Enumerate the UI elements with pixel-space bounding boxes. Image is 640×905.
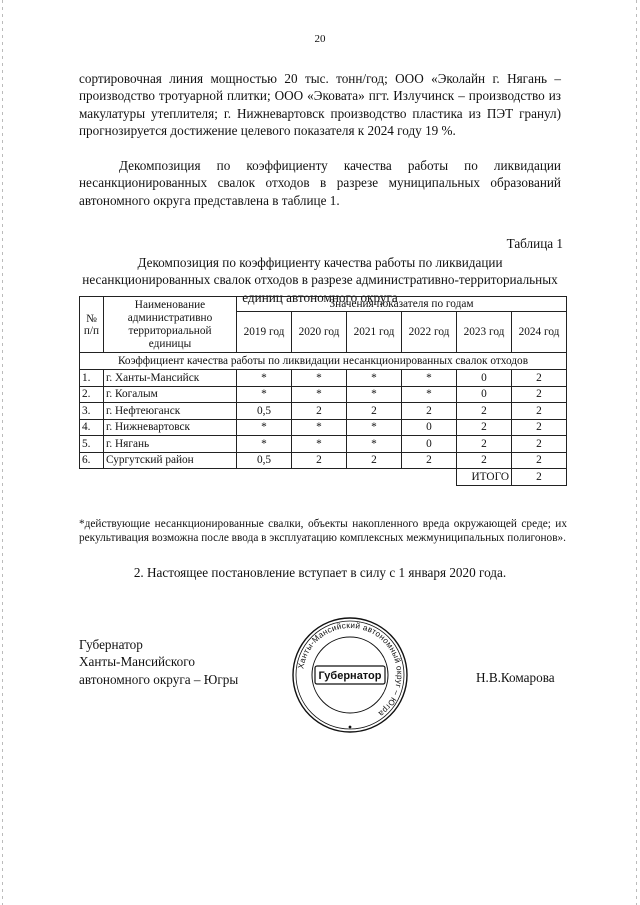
row-value: 0,5 xyxy=(237,452,292,469)
col-header-number: № п/п xyxy=(80,297,104,353)
row-value: 2 xyxy=(457,419,512,436)
row-value: 0 xyxy=(457,370,512,387)
table-row xyxy=(80,419,567,436)
row-number: 4. xyxy=(80,419,104,436)
row-value: 2 xyxy=(512,419,567,436)
row-number: 5. xyxy=(80,436,104,453)
table-header-row-1 xyxy=(80,297,567,312)
row-value: 2 xyxy=(347,452,402,469)
signature-title-line-1: Губернатор xyxy=(79,637,143,652)
row-number: 3. xyxy=(80,403,104,420)
table-row xyxy=(80,386,567,403)
row-value: 2 xyxy=(457,403,512,420)
row-number: 1. xyxy=(80,370,104,387)
total-value: 2 xyxy=(512,469,567,486)
signatory-name: Н.В.Комарова xyxy=(476,670,555,685)
table-title: Декомпозиция по коэффициенту качества работы по ликвидации несанкционированных свалок отходов в разрезе административно-территориальных единиц автономного округа xyxy=(82,255,558,305)
year-header: 2020 год xyxy=(292,312,347,353)
scan-edge-right xyxy=(636,0,637,905)
row-value: 0 xyxy=(402,436,457,453)
row-name: Сургутский район xyxy=(104,452,237,469)
row-value: * xyxy=(237,386,292,403)
row-name: г. Когалым xyxy=(104,386,237,403)
official-seal xyxy=(290,615,410,735)
total-row xyxy=(80,469,567,486)
table-row xyxy=(80,403,567,420)
section-header: Коэффициент качества работы по ликвидации несанкционированных свалок отходов xyxy=(80,353,567,370)
row-value: 2 xyxy=(457,436,512,453)
signature-title-line-2: Ханты-Мансийского xyxy=(79,654,195,670)
row-value: * xyxy=(292,419,347,436)
row-value: 0,5 xyxy=(237,403,292,420)
row-value: * xyxy=(347,370,402,387)
paragraph-1: сортировочная линия мощностью 20 тыс. тонн/год; ООО «Эколайн г. Нягань – производство тротуарной плитки; ООО «Эковата» пгт. Излучинск – производство из макулатуры утеплителя; г. Нижневартовск производство пластика из ПЭТ гранул) прогнозируется достижение целевого показателя к 2024 году 19 %. xyxy=(79,71,561,139)
row-name: г. Нефтеюганск xyxy=(104,403,237,420)
row-value: * xyxy=(292,386,347,403)
row-value: 0 xyxy=(457,386,512,403)
row-value: 2 xyxy=(292,403,347,420)
row-value: 2 xyxy=(402,403,457,420)
seal-center-text: Губернатор xyxy=(318,670,382,682)
signature-title xyxy=(79,636,238,688)
scan-edge-left xyxy=(2,0,3,905)
row-number: 2. xyxy=(80,386,104,403)
row-value: 2 xyxy=(457,452,512,469)
row-value: * xyxy=(402,386,457,403)
year-header: 2024 год xyxy=(512,312,567,353)
row-value: 2 xyxy=(347,403,402,420)
table-number: Таблица 1 xyxy=(506,236,563,251)
footnote: *действующие несанкционированные свалки, объекты накопленного вреда окружающей среде; их рекультивация возможна после ввода в эксплуатацию комплексных межмуниципальных полигонов». xyxy=(79,518,567,545)
indicator-table xyxy=(79,296,567,486)
total-label: ИТОГО xyxy=(457,469,512,486)
year-header: 2021 год xyxy=(347,312,402,353)
year-header: 2022 год xyxy=(402,312,457,353)
row-value: * xyxy=(237,436,292,453)
row-value: * xyxy=(237,370,292,387)
row-name: г. Нягань xyxy=(104,436,237,453)
row-value: 2 xyxy=(512,436,567,453)
row-value: * xyxy=(292,436,347,453)
row-value: 2 xyxy=(512,403,567,420)
table-row xyxy=(80,452,567,469)
row-value: 2 xyxy=(402,452,457,469)
year-header: 2019 год xyxy=(237,312,292,353)
year-header: 2023 год xyxy=(457,312,512,353)
row-value: * xyxy=(347,436,402,453)
col-header-name: Наименование административно территориальной единицы xyxy=(104,297,237,353)
row-value: * xyxy=(237,419,292,436)
row-name: г. Нижневартовск xyxy=(104,419,237,436)
row-number: 6. xyxy=(80,452,104,469)
page-number: 20 xyxy=(314,33,326,45)
row-value: 2 xyxy=(292,452,347,469)
row-value: 2 xyxy=(512,386,567,403)
row-value: 2 xyxy=(512,452,567,469)
row-value: * xyxy=(292,370,347,387)
row-value: * xyxy=(347,386,402,403)
row-value: 0 xyxy=(402,419,457,436)
row-value: * xyxy=(402,370,457,387)
row-value: * xyxy=(347,419,402,436)
col-header-values: Значения показателя по годам xyxy=(237,297,567,312)
paragraph-2: Декомпозиция по коэффициенту качества работы по ликвидации несанкционированных свалок отходов в разрезе муниципальных образований автономного округа представлена в таблице 1. xyxy=(79,158,561,208)
table-row xyxy=(80,370,567,387)
row-name: г. Ханты-Мансийск xyxy=(104,370,237,387)
row-value: 2 xyxy=(512,370,567,387)
seal-ring-text: Ханты-Мансийский автономный округ – Югра xyxy=(296,620,405,719)
table-row xyxy=(80,436,567,453)
signature-title-line-3: автономного округа – Югры xyxy=(79,671,239,687)
section-header-row xyxy=(80,353,567,370)
paragraph-3: 2. Настоящее постановление вступает в силу с 1 января 2020 года. xyxy=(133,565,507,580)
